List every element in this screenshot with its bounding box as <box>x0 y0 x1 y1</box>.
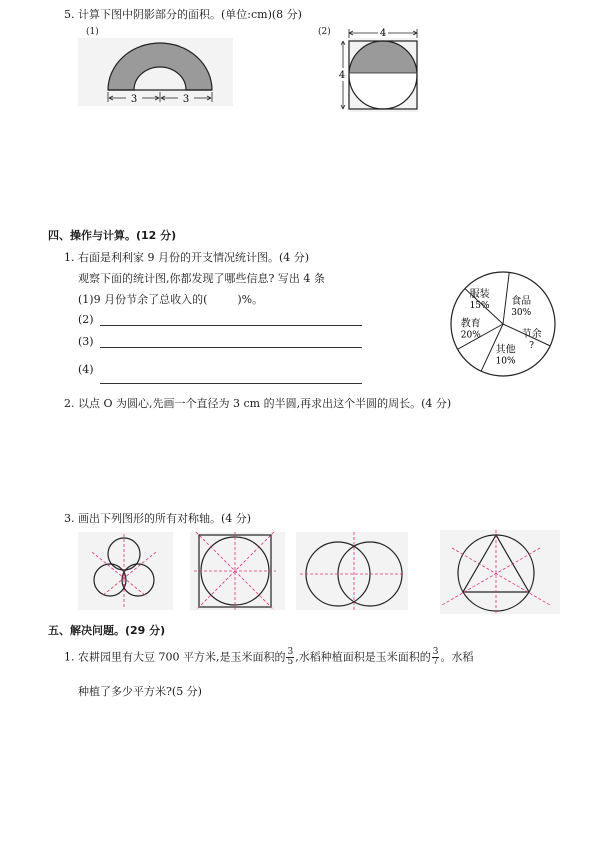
s4-q2-text: 2. 以点 O 为圆心,先画一个直径为 3 cm 的半圆,再求出这个半圆的周长。(4 分) <box>64 397 452 410</box>
pie-label-category-0: 服装 <box>469 288 490 300</box>
s4-q1-item4: (4) <box>78 363 94 376</box>
fig2-dim-left: 4 <box>338 70 346 81</box>
triangle-in-circle-figure <box>440 530 560 614</box>
s5-q1-line2: 种植了多少平方米?(5 分) <box>78 685 202 698</box>
s4-q3-text: 3. 画出下列图形的所有对称轴。(4 分) <box>64 512 252 525</box>
pie-label-value-2: ? <box>529 341 535 351</box>
pie-label-value-3: 10% <box>495 356 516 367</box>
s4-q1-item2: (2) <box>78 313 94 326</box>
s5-q1-line1 <box>64 648 473 667</box>
pie-slice-divider-1 <box>503 272 509 324</box>
q5-fig1-label: (1) <box>86 27 99 37</box>
pie-label-value-0: 15% <box>469 300 490 311</box>
answer-line-4[interactable] <box>100 383 362 384</box>
item1-after: )%。 <box>237 293 264 306</box>
s4-q1-item3: (3) <box>78 335 94 348</box>
s5-q1-part-b: ,水稻种植面积是玉米面积的 <box>295 650 431 664</box>
pie-label-category-4: 教育 <box>460 318 481 330</box>
section4-title: 四、操作与计算。(12 分) <box>48 229 177 242</box>
fig1-dim-right: 3 <box>182 94 190 105</box>
section5-title: 五、解决问题。(29 分) <box>48 624 166 637</box>
fig1-shaded-region <box>108 43 212 90</box>
fig1-dim-left: 3 <box>130 94 138 105</box>
answer-line-2[interactable] <box>100 325 362 326</box>
s4-q1-prompt: 观察下面的统计图,你都发现了哪些信息? 写出 4 条 <box>78 272 325 285</box>
pie-label-value-1: 30% <box>511 308 532 319</box>
s4-q1-text: 1. 右面是利利家 9 月份的开支情况统计图。(4 分) <box>64 251 310 264</box>
s5-q1-part-a: 1. 农耕园里有大豆 700 平方米,是玉米面积的 <box>64 650 286 664</box>
pie-label-category-1: 食品 <box>511 296 532 308</box>
pie-label-value-4: 20% <box>460 330 481 341</box>
q5-fig2-square-circle-figure <box>334 26 424 114</box>
answer-line-3[interactable] <box>100 347 362 348</box>
fraction-3-7: $\frac{3}{7}$ <box>432 647 439 667</box>
circle-in-square-figure <box>190 532 285 610</box>
three-circles-figure <box>78 532 173 610</box>
pie-label-category-2: 节余 <box>521 329 542 340</box>
item1-before: (1)9 月份节余了总收入的( <box>78 293 208 306</box>
overlapping-circles-figure <box>296 532 408 610</box>
s4-q1-item1 <box>78 291 263 307</box>
q5-fig1-semicircle-figure <box>78 38 233 110</box>
fraction-3-5: $\frac{3}{5}$ <box>287 647 294 667</box>
q5-fig2-label: (2) <box>318 27 331 37</box>
pie-label-category-3: 其他 <box>495 344 516 356</box>
fig2-dim-top: 4 <box>379 28 387 39</box>
q5-text: 5. 计算下图中阴影部分的面积。(单位:cm)(8 分) <box>64 8 302 21</box>
expense-pie-chart <box>445 270 563 378</box>
s5-q1-part-c: 。水稻 <box>440 650 474 664</box>
